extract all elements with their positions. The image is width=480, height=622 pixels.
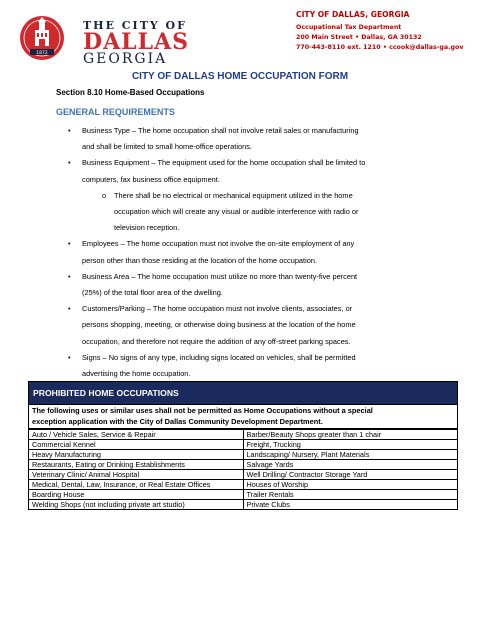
contact-phone-email[interactable]: 770-443-8110 ext. 1210 • ccook@dallas-ga.gov [296, 44, 464, 51]
table-cell: Houses of Worship [243, 480, 458, 490]
requirement-employees [68, 236, 422, 268]
contact-dept: Occupational Tax Department [296, 24, 402, 31]
requirement-line: Employees – The home occupation must not involve the on-site employment of any [82, 239, 355, 249]
requirement-line: (25%) of the total floor area of the dwelling. [82, 288, 223, 298]
table-cell: Landscaping/ Nursery, Plant Materials [243, 450, 458, 460]
form-title: CITY OF DALLAS HOME OCCUPATION FORM [131, 71, 349, 82]
requirements-list [68, 123, 422, 382]
requirement-line: television reception. [114, 223, 180, 233]
contact-block [296, 10, 463, 51]
requirement-line: persons shopping, meeting, or otherwise doing business at the location of the home [82, 320, 356, 330]
table-cell: Welding Shops (not including private art studio) [29, 500, 244, 510]
requirement-business-type [68, 123, 422, 155]
table-row [29, 450, 458, 460]
prohibited-grid [28, 429, 458, 510]
table-cell: Freight, Trucking [243, 440, 458, 450]
table-cell: Well Drilling/ Contractor Storage Yard [243, 470, 458, 480]
table-cell: Commercial Kennel [29, 440, 244, 450]
table-row [29, 440, 458, 450]
general-requirements-heading: GENERAL REQUIREMENTS [56, 107, 175, 117]
requirement-business-equipment [68, 155, 422, 187]
bullet-icon: • [68, 239, 71, 249]
table-row [29, 490, 458, 500]
bullet-icon: • [68, 126, 71, 135]
circle-bullet-icon: o [102, 190, 107, 200]
city-logo [18, 8, 190, 68]
table-cell: Private Clubs [243, 500, 458, 510]
table-cell: Auto / Vehicle Sales, Service & Repair [29, 430, 244, 440]
bullet-icon: • [68, 352, 71, 362]
bullet-icon: • [68, 158, 71, 168]
prohibited-intro-line: exception application with the City of Dallas Community Development Department. [32, 416, 323, 426]
logo-line-3: GEORGIA [83, 51, 168, 67]
bullet-icon: • [68, 304, 71, 314]
requirement-business-area [68, 269, 422, 301]
table-cell: Boarding House [29, 490, 244, 500]
contact-org: CITY OF DALLAS, GEORGIA [296, 10, 410, 19]
table-cell: Salvage Yards [243, 460, 458, 470]
requirement-line: computers, fax business office equipment. [82, 174, 220, 184]
requirement-line: Business Area – The home occupation must utilize no more than twenty-five percent [82, 271, 358, 281]
requirement-line: person other than those residing at the location of the home occupation. [82, 255, 318, 265]
requirement-line: advertising the home occupation. [82, 369, 191, 379]
requirement-line: occupation, and therefore not require the addition of any off-street parking spaces. [82, 336, 351, 346]
table-row [29, 460, 458, 470]
requirement-line: Business Equipment – The equipment used for the home occupation shall be limited to [82, 158, 366, 168]
table-cell: Barber/Beauty Shops greater than 1 chair [243, 430, 458, 440]
requirement-line: occupation which will create any visual or audible interference with radio or [114, 207, 359, 217]
logo-year: 1872 [36, 51, 48, 56]
prohibited-intro-line: The following uses or similar uses shall not be permitted as Home Occupations without a special [32, 406, 373, 415]
prohibited-heading: PROHIBITED HOME OCCUPATIONS [28, 381, 458, 405]
table-cell: Heavy Manufacturing [29, 450, 244, 460]
table-cell: Medical, Dental, Law, Insurance, or Real Estate Offices [29, 480, 244, 490]
prohibited-intro [28, 405, 458, 429]
prohibited-occupations-table [28, 381, 458, 510]
table-cell: Trailer Rentals [243, 490, 458, 500]
contact-address: 200 Main Street • Dallas, GA 30132 [296, 34, 422, 41]
requirement-line: and shall be limited to small home-office operations. [82, 142, 252, 152]
table-row [29, 500, 458, 510]
table-row [29, 470, 458, 480]
logo-line-2: DALLAS [83, 29, 190, 55]
logo-line-1: THE CITY OF [83, 19, 187, 32]
table-cell: Veterinary Clinic/ Animal Hospital [29, 470, 244, 480]
requirement-line: Customers/Parking – The home occupation must not involve clients, associates, or [82, 304, 353, 314]
requirement-line: Signs – No signs of any type, including signs located on vehicles, shall be permitted [82, 352, 356, 362]
requirement-line: There shall be no electrical or mechanical equipment utilized in the home [114, 190, 353, 200]
bullet-icon: • [68, 271, 71, 281]
table-cell: Restaurants, Eating or Drinking Establishments [29, 460, 244, 470]
table-row [29, 430, 458, 440]
requirement-customers-parking [68, 301, 422, 350]
section-heading: Section 8.10 Home-Based Occupations [56, 88, 205, 97]
requirement-signs [68, 350, 422, 382]
requirement-line: Business Type – The home occupation shall not involve retail sales or manufacturing [82, 126, 359, 135]
sub-requirement-interference [102, 188, 422, 237]
table-row [29, 480, 458, 490]
city-seal-icon [18, 8, 78, 68]
